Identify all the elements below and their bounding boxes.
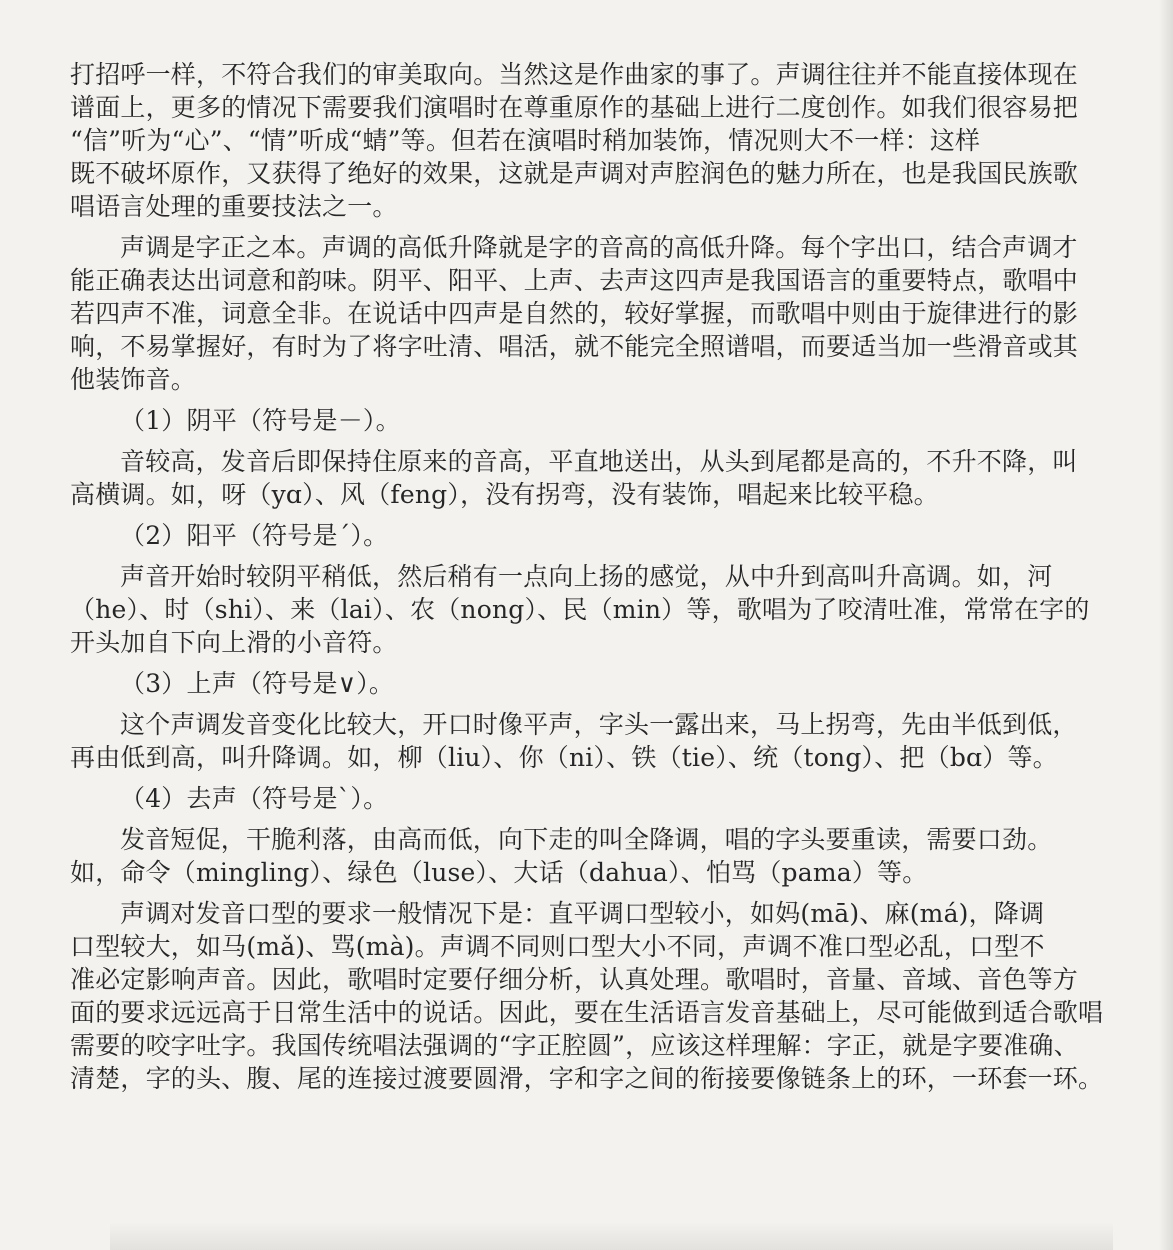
- text-line: 准必定影响声音。因此，歌唱时定要仔细分析，认真处理。歌唱时，音量、音域、音色等方: [70, 965, 1079, 994]
- bottom-bleed-through: [110, 1222, 1113, 1250]
- paragraph-yinping: [70, 445, 1115, 511]
- text-line: 唱语言处理的重要技法之一。: [70, 192, 398, 221]
- text-line: 谱面上，更多的情况下需要我们演唱时在尊重原作的基础上进行二度创作。如我们很容易把: [70, 93, 1079, 122]
- text-line: 若四声不准，词意全非。在说话中四声是自然的，较好掌握，而歌唱中则由于旋律进行的影: [70, 299, 1079, 328]
- text-line: 音较高，发音后即保持住原来的音高，平直地送出，从头到尾都是高的，不升不降，叫: [120, 447, 1078, 476]
- page-text-body: [70, 58, 1115, 1095]
- text-line: 打招呼一样，不符合我们的审美取向。当然这是作曲家的事了。声调往往并不能直接体现在: [70, 60, 1079, 89]
- text-line: 声调是字正之本。声调的高低升降就是字的音高的高低升降。每个字出口，结合声调才: [120, 233, 1078, 262]
- heading-yangping: [70, 519, 1115, 552]
- section-heading: （2）阳平（符号是ˊ）。: [120, 521, 389, 550]
- heading-qusheng: [70, 782, 1115, 815]
- paragraph-tone-intro: [70, 58, 1115, 223]
- text-line: 能正确表达出词意和韵味。阴平、阳平、上声、去声这四声是我国语言的重要特点，歌唱中: [70, 266, 1079, 295]
- text-line: 需要的咬字吐字。我国传统唱法强调的“字正腔圆”，应该这样理解：字正，就是字要准确、: [70, 1031, 1079, 1060]
- paragraph-qusheng: [70, 823, 1115, 889]
- heading-shangsheng: [70, 667, 1115, 700]
- text-line: 再由低到高，叫升降调。如，柳（liu）、你（ni）、铁（tie）、统（tong）、把（bɑ）等。: [70, 743, 1058, 772]
- text-line: 声音开始时较阴平稍低，然后稍有一点向上扬的感觉，从中升到高叫升高调。如，河: [120, 562, 1053, 591]
- text-line: 口型较大，如马(mǎ)、骂(mà)。声调不同则口型大小不同，声调不准口型必乱，口型不: [70, 932, 1045, 961]
- text-line: 他装饰音。: [70, 365, 197, 394]
- text-line: 面的要求远远高于日常生活中的说话。因此，要在生活语言发音基础上，尽可能做到适合歌唱: [70, 998, 1104, 1027]
- paragraph-yangping: [70, 560, 1115, 659]
- section-heading: （1）阴平（符号是－）。: [120, 406, 401, 435]
- text-line: （he）、时（shi）、来（lai）、农（nong）、民（min）等，歌唱为了咬清吐准，常常在字的: [70, 595, 1090, 624]
- text-line: 如，命令（mingling）、绿色（luse）、大话（dahua）、怕骂（pama）等。: [70, 858, 928, 887]
- paragraph-mouth-shape: [70, 897, 1115, 1095]
- text-line: 声调对发音口型的要求一般情况下是：直平调口型较小，如妈(mā)、麻(má)，降调: [120, 899, 1045, 928]
- text-line: 高横调。如，呀（yɑ）、风（feng），没有拐弯，没有装饰，唱起来比较平稳。: [70, 480, 939, 509]
- text-line: 清楚，字的头、腹、尾的连接过渡要圆滑，字和字之间的衔接要像链条上的环，一环套一环。: [70, 1064, 1104, 1093]
- text-line: 发音短促，干脆利落，由高而低，向下走的叫全降调，唱的字头要重读，需要口劲。: [120, 825, 1053, 854]
- text-line: “信”听为“心”、“情”听成“蜻”等。但若在演唱时稍加装饰，情况则大不一样：这样: [70, 126, 981, 155]
- text-line: 既不破坏原作，又获得了绝好的效果，这就是声调对声腔润色的魅力所在，也是我国民族歌: [70, 159, 1079, 188]
- text-line: 响，不易掌握好，有时为了将字吐清、唱活，就不能完全照谱唱，而要适当加一些滑音或其: [70, 332, 1079, 361]
- heading-yinping: [70, 404, 1115, 437]
- text-line: 开头加自下向上滑的小音符。: [70, 628, 398, 657]
- section-heading: （3）上声（符号是∨）。: [120, 669, 395, 698]
- paragraph-shangsheng: [70, 708, 1115, 774]
- paragraph-tone-basis: [70, 231, 1115, 396]
- section-heading: （4）去声（符号是ˋ）。: [120, 784, 389, 813]
- page-edge-shadow: [1159, 0, 1173, 1250]
- text-line: 这个声调发音变化比较大，开口时像平声，字头一露出来，马上拐弯，先由半低到低，: [120, 710, 1078, 739]
